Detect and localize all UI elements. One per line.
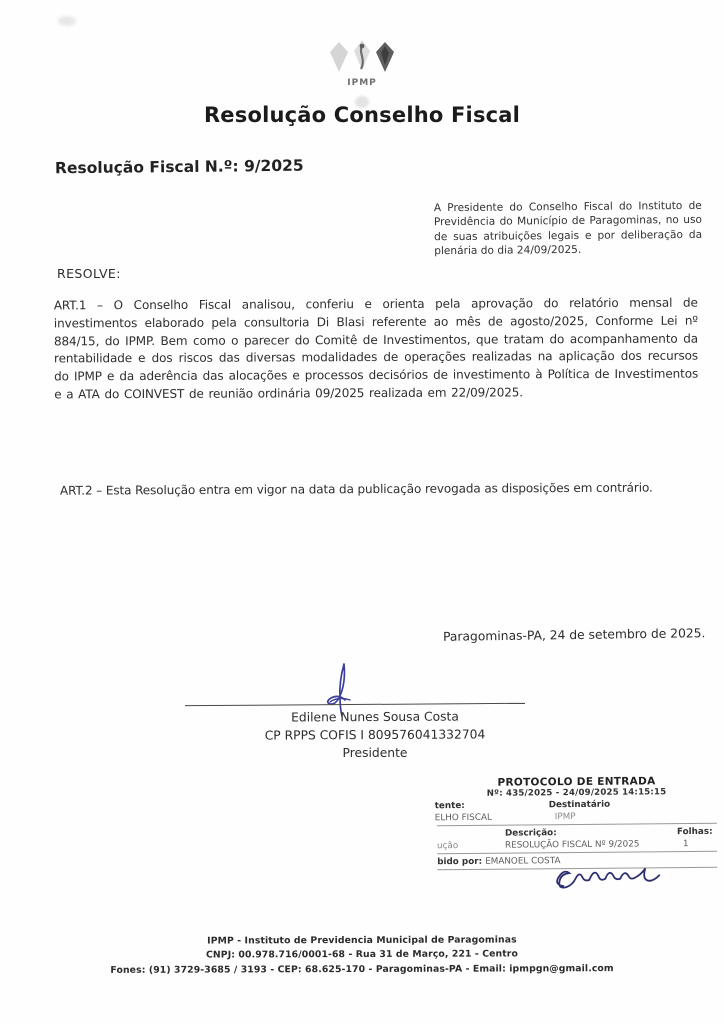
stamp-title: PROTOCOLO DE ENTRADA	[497, 775, 656, 789]
emanoel-handwritten-signature-icon	[549, 861, 689, 907]
dateline: Paragominas-PA, 24 de setembro de 2025.	[442, 626, 706, 644]
preamble-paragraph: A Presidente do Conselho Fiscal do Instituto de Previdência do Município de Paragominas, no uso de suas atribuições legais e por deliberação da plenária do dia 24/09/2025.	[433, 199, 703, 258]
logo-text: IPMP	[347, 78, 377, 88]
footer-line-2: CNPJ: 00.978.716/0001-68 - Rua 31 de Março, 221 - Centro	[205, 948, 519, 961]
resolution-number: Resolução Fiscal N.º: 9/2025	[54, 156, 304, 178]
signatory-registration: CP RPPS COFIS I 809576041332704	[264, 727, 486, 743]
footer-line-3: Fones: (91) 3729-3685 / 3193 - CEP: 68.625-170 - Paragominas-PA - Email: ipmpgn@gmail.com	[110, 962, 614, 976]
stamp-received-by-label: bido por:	[437, 856, 483, 868]
scan-smudge	[58, 16, 76, 26]
stamp-sheets-label: Folhas:	[676, 826, 713, 838]
ipmp-logo	[0, 38, 724, 108]
footer-line-1: IPMP - Instituto de Previdencia Municipal de Paragominas	[207, 934, 517, 947]
document-footer	[0, 933, 724, 979]
stamp-sender-value: ELHO FISCAL	[434, 812, 492, 824]
stamp-recipient-value: IPMP	[554, 812, 576, 823]
stamp-sender-label: tente:	[434, 800, 465, 812]
resolve-label: RESOLVE:	[57, 266, 121, 281]
stamp-divider	[437, 823, 717, 826]
stamp-number-line: Nº: 435/2025 - 24/09/2025 14:15:15	[486, 787, 667, 799]
stamp-description-fragment: ução	[436, 841, 459, 852]
article-1-paragraph: ART.1 – O Conselho Fiscal analisou, conferiu e orienta pela aprovação do relatório mensal de investimentos elaborado pela consultoria Di Blasi referente ao mês de agosto/2025, Conforme Lei nº 884/15, do IPMP. Bem como o parecer do Comitê de Investimentos, que tratam do acompanhamento da rentabilidade e dos riscos das diversas modalidades de operações realizadas na aplicação dos recursos do IPMP e da aderência das alocações e processos decisórios de investimento à Política de Investimentos e a ATA do COINVEST de reunião ordinária 09/2025 realizada em 22/09/2025.	[53, 295, 699, 402]
stamp-divider	[437, 851, 717, 854]
stamp-recipient-label: Destinatário	[548, 799, 611, 811]
stamp-description-value: RESOLUÇÃO FISCAL Nº 9/2025	[504, 839, 640, 851]
signatory-role: Presidente	[342, 746, 408, 760]
article-2-paragraph: ART.2 – Esta Resolução entra em vigor na data da publicação revogada as disposições em contrário.	[59, 480, 653, 498]
stamp-received-by-value: EMANOEL COSTA	[485, 856, 561, 867]
stamp-description-label: Descrição:	[504, 828, 557, 839]
ipmp-logo-icon	[323, 38, 401, 76]
stamp-sheets-value: 1	[682, 839, 689, 850]
signatory-name: Edilene Nunes Sousa Costa	[291, 709, 459, 725]
document-title: Resolução Conselho Fiscal	[203, 103, 521, 127]
entry-protocol-stamp	[436, 773, 717, 910]
